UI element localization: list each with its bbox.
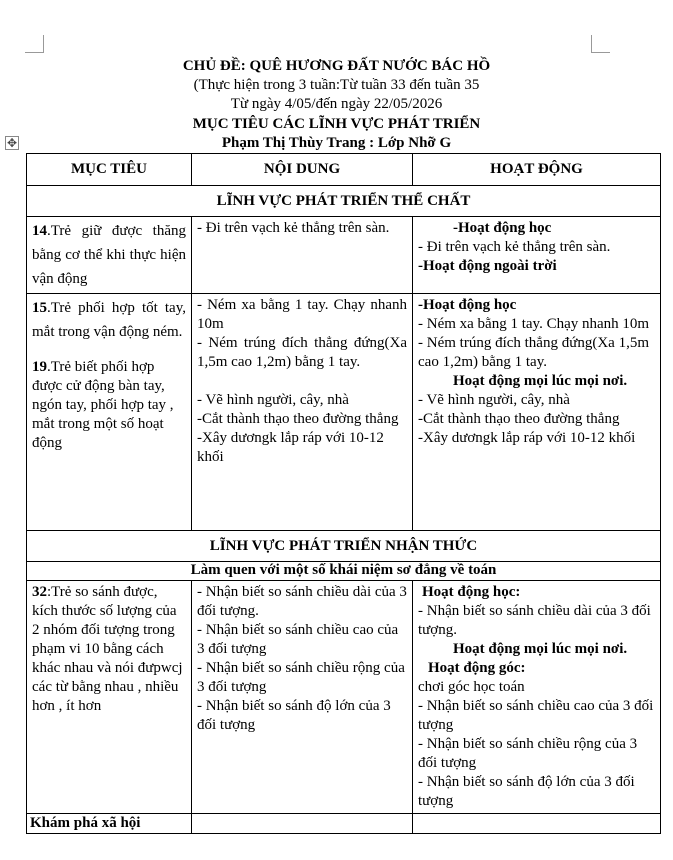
content-text: -Cắt thành thạo theo đường thẳng — [197, 411, 399, 427]
activity-text: - Nhận biết so sánh chiều dài của 3 đối tượng. — [418, 603, 655, 638]
activity-text: - Nhận biết so sánh chiều cao của 3 đối tượng — [418, 698, 658, 733]
table-row — [27, 581, 661, 814]
activity-text: - Ném xa bằng 1 tay. Chạy nhanh 10m — [418, 316, 650, 332]
goal-number: 19 — [32, 359, 47, 375]
goal-cell — [27, 217, 192, 294]
date-range: Từ ngày 4/05/đến ngày 22/05/2026 — [230, 96, 443, 112]
section-title-cognitive: LĨNH VỰC PHÁT TRIỂN NHẬN THỨC — [27, 531, 661, 562]
goal-cell — [27, 581, 192, 814]
activity-cell — [413, 814, 661, 834]
page-corner-mark — [591, 52, 610, 53]
goal-number: 15 — [32, 300, 47, 316]
content-text: - Nhận biết so sánh độ lớn của 3 đối tượng — [197, 698, 395, 733]
content-text: - Vẽ hình người, cây, nhà — [197, 392, 349, 408]
activity-heading: -Hoạt động ngoài trời — [418, 258, 557, 274]
goal-text: .Trẻ biết phối hợp được cử động bàn tay, ngón tay, phối hợp tay , mắt trong một số hoạt động — [32, 359, 174, 451]
activity-heading: Hoạt động học: — [422, 584, 521, 600]
subsection-title: Làm quen với một số khái niệm sơ đẳng về toán — [27, 562, 661, 581]
content-cell — [192, 814, 413, 834]
duration-line: (Thực hiện trong 3 tuần:Từ tuần 33 đến tuần 35 — [193, 77, 480, 93]
activity-text: -Cắt thành thạo theo đường thẳng — [418, 411, 620, 427]
activity-text: - Nhận biết so sánh chiều rộng của 3 đối tượng — [418, 736, 641, 771]
table-row — [27, 217, 661, 294]
goal-text: :Trẻ so sánh được, kích thước số lượng của 2 nhóm đối tượng trong phạm vi 10 bằng cách khác nhau và nói đưpwcj các từ bằng nhau , nhiều hơn , ít hơn — [32, 584, 183, 714]
activity-text: - Đi trên vạch kẻ thẳng trên sàn. — [418, 239, 611, 255]
table-move-handle-icon[interactable]: ✥ — [6, 136, 18, 150]
content-cell — [192, 294, 413, 531]
goals-title: MỤC TIÊU CÁC LĨNH VỰC PHÁT TRIỂN — [192, 116, 481, 132]
page-corner-mark — [43, 35, 44, 53]
activity-heading: -Hoạt động học — [418, 297, 517, 313]
activity-text: - Nhận biết so sánh độ lớn của 3 đối tượng — [418, 774, 639, 809]
activity-text: -Xây dươngk lắp ráp với 10-12 khối — [418, 430, 636, 446]
topic-title: CHỦ ĐỀ: QUÊ HƯƠNG ĐẤT NƯỚC BÁC HỒ — [182, 58, 491, 74]
activity-cell — [413, 294, 661, 531]
page-corner-mark — [25, 52, 44, 53]
content-text: - Nhận biết so sánh chiều cao của 3 đối tượng — [197, 622, 402, 657]
activity-text: chơi góc học toán — [418, 679, 525, 695]
content-text: - Đi trên vạch kẻ thẳng trên sàn. — [197, 220, 390, 236]
column-header-activity: HOẠT ĐỘNG — [413, 154, 661, 186]
goal-cell: Khám phá xã hội — [27, 814, 192, 834]
content-text: - Nhận biết so sánh chiều dài của 3 đối tượng. — [197, 584, 411, 619]
column-header-content: NỘI DUNG — [192, 154, 413, 186]
content-cell — [192, 217, 413, 294]
goal-number: 32 — [32, 584, 47, 600]
column-header-goal: MỤC TIÊU — [27, 154, 192, 186]
table-header-row — [27, 154, 661, 186]
goal-cell — [27, 294, 192, 531]
subsection-row — [27, 562, 661, 581]
page-corner-mark — [591, 35, 592, 53]
activity-heading: Hoạt động mọi lúc mọi nơi. — [453, 373, 628, 389]
content-text: - Ném trúng đích thẳng đứng(Xa 1,5m cao 1,2m) bằng 1 tay. — [197, 335, 411, 370]
content-text: - Ném xa bằng 1 tay. Chạy nhanh 10m — [197, 297, 411, 332]
content-cell — [192, 581, 413, 814]
content-text: - Nhận biết so sánh chiều rộng của 3 đối tượng — [197, 660, 409, 695]
teacher-class: Phạm Thị Thùy Trang : Lớp Nhỡ G — [221, 135, 452, 151]
section-row — [27, 531, 661, 562]
activity-text: - Ném trúng đích thẳng đứng(Xa 1,5m cao 1,2m) bằng 1 tay. — [418, 335, 653, 370]
section-title-physical: LĨNH VỰC PHÁT TRIỂN THỂ CHẤT — [27, 186, 661, 217]
activity-heading: Hoạt động mọi lúc mọi nơi. — [453, 641, 628, 657]
goal-text: .Trẻ phối hợp tốt tay, mắt trong vận động ném. — [32, 300, 186, 340]
activity-cell — [413, 217, 661, 294]
activity-text: - Vẽ hình người, cây, nhà — [418, 392, 570, 408]
goal-text: .Trẻ giữ được thăng bằng cơ thể khi thực hiện vận động — [32, 223, 186, 287]
activity-cell — [413, 581, 661, 814]
table-row — [27, 814, 661, 834]
section-row — [27, 186, 661, 217]
table-row — [27, 294, 661, 531]
goal-number: 14 — [32, 223, 47, 239]
activity-heading: Hoạt động góc: — [428, 660, 526, 676]
goals-table — [26, 153, 661, 834]
content-text: -Xây dươngk lắp ráp với 10-12 khối — [197, 430, 388, 465]
activity-heading: -Hoạt động học — [453, 220, 552, 236]
